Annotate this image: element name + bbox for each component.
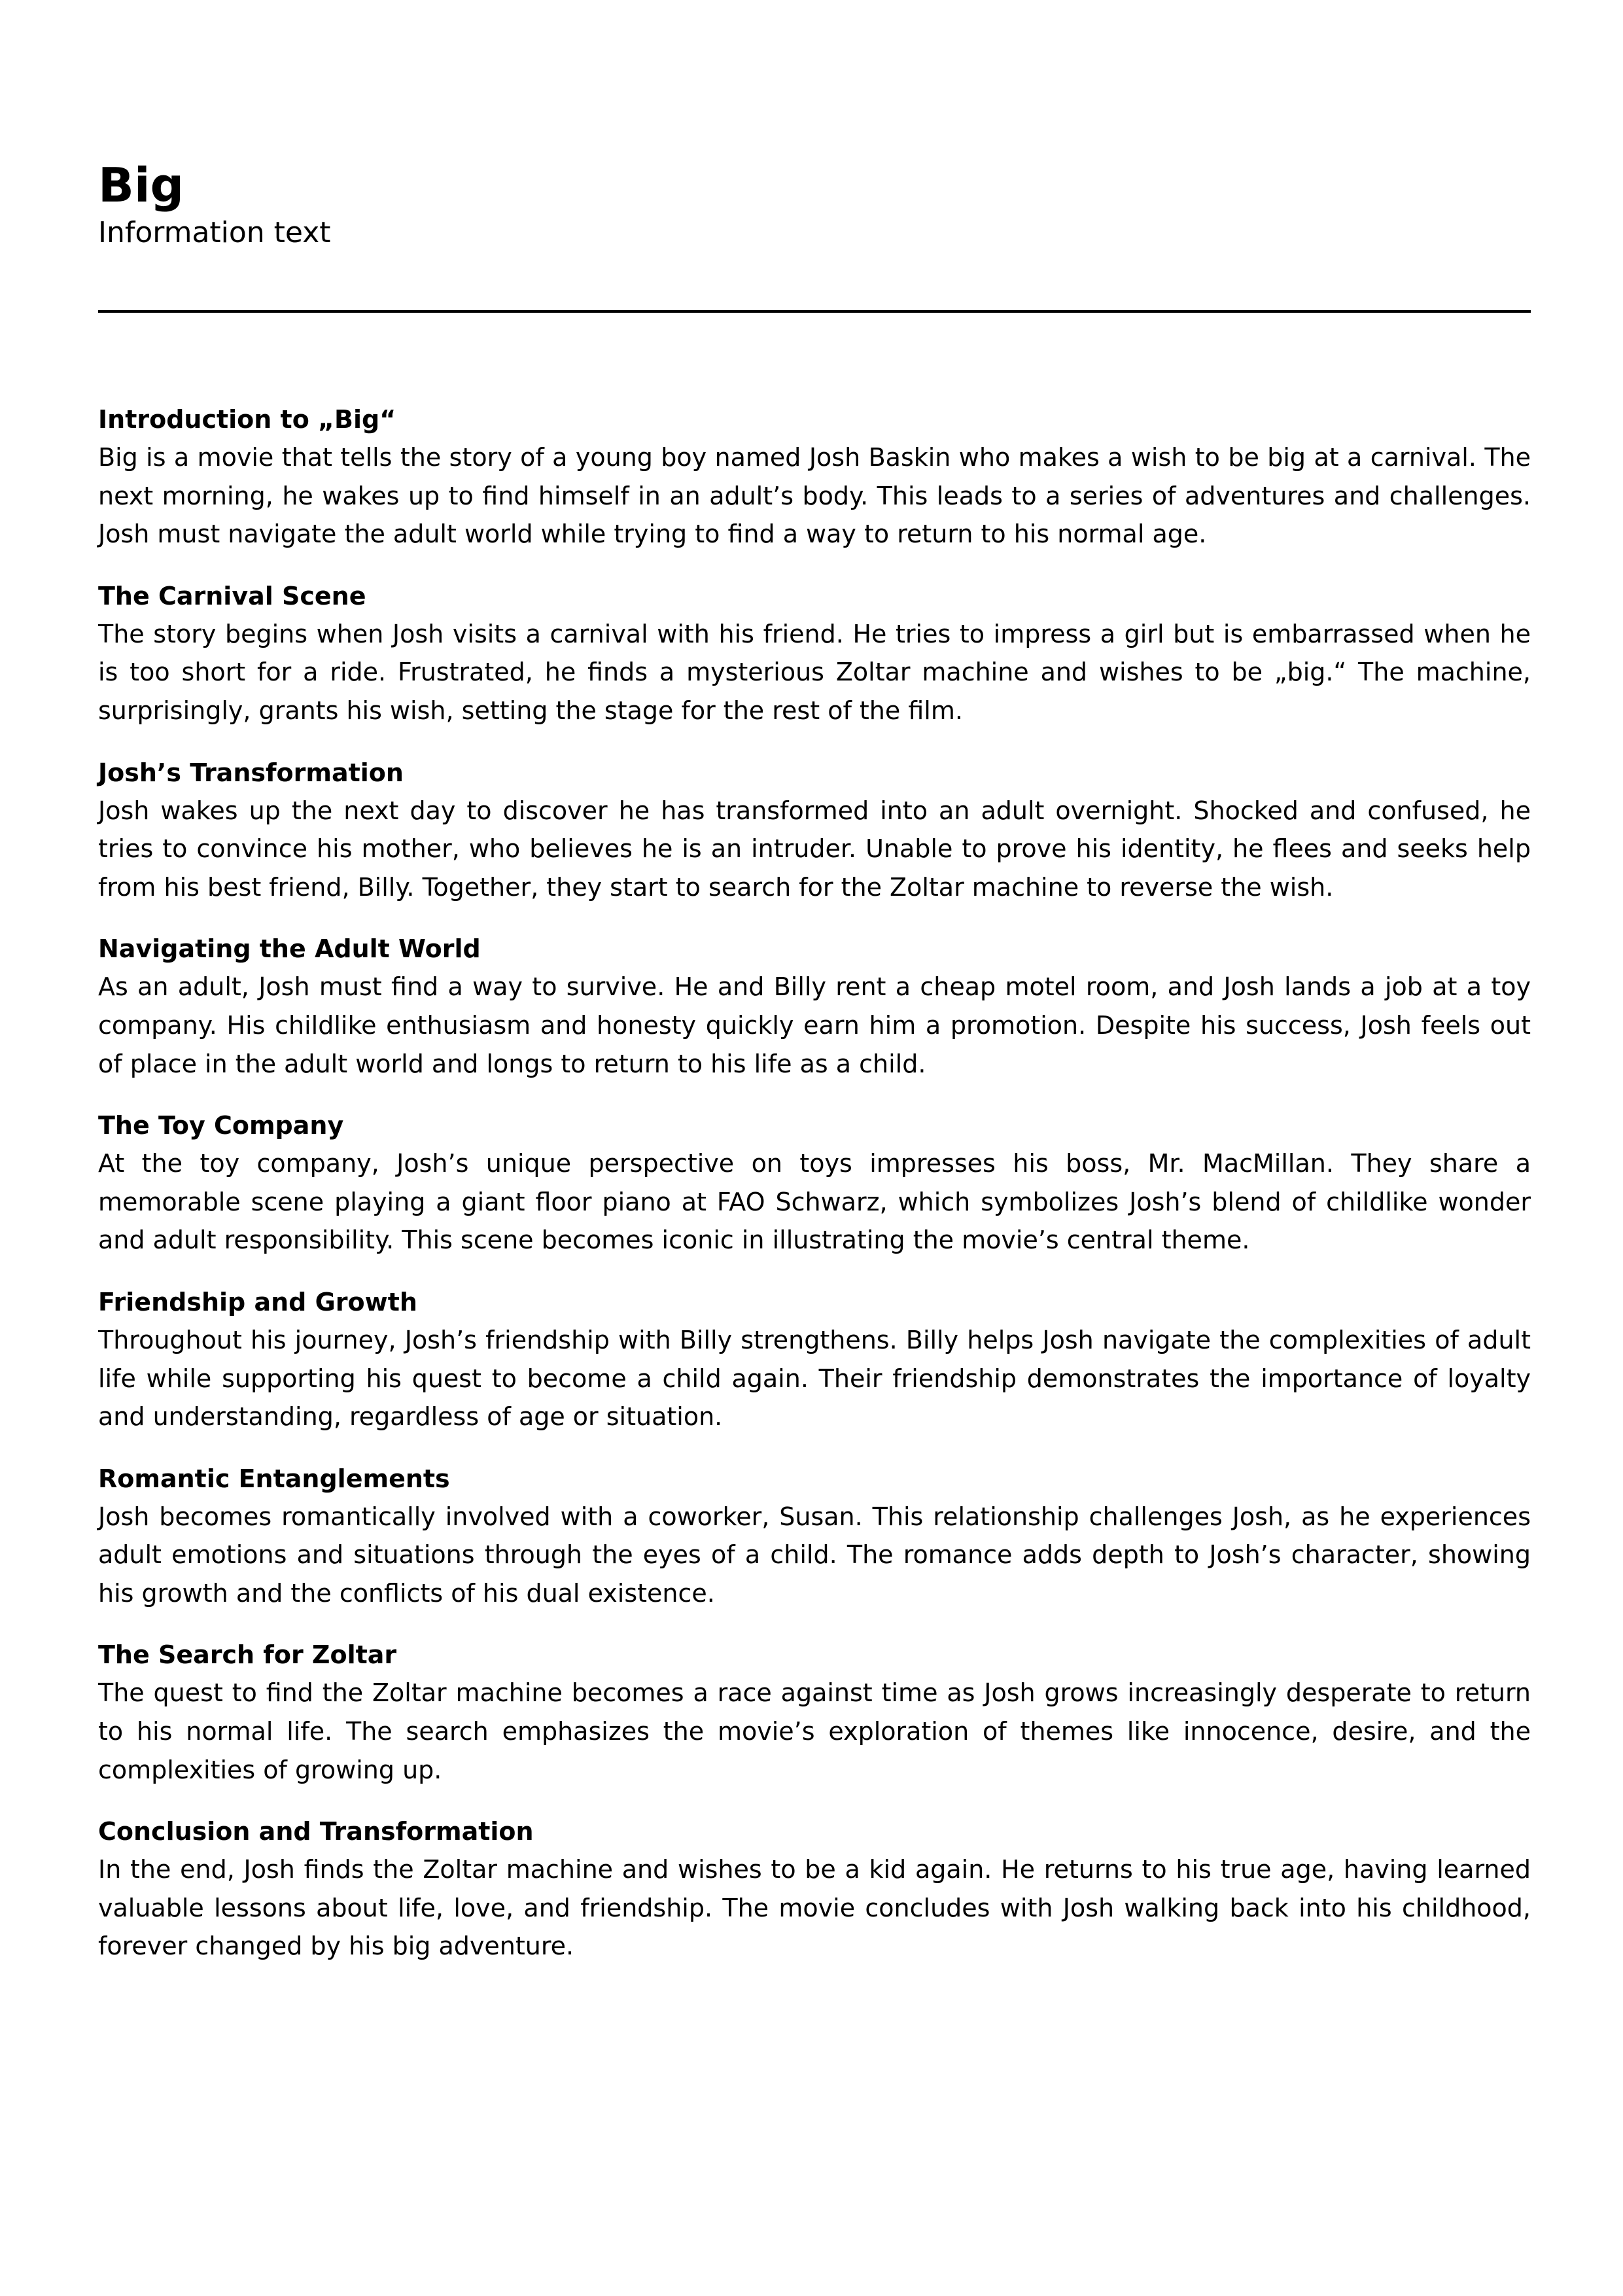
document-body bbox=[98, 400, 1531, 1989]
section-joshs-transformation bbox=[98, 754, 1531, 907]
section-paragraph: Josh wakes up the next day to discover he has transformed into an adult overnight. Shocked and confused, he tries to convince his mother, who believes he is an intruder. Unable to prove his identity, he flees and seeks help from his best friend, Billy. Together, they start to search for the Zoltar machine to reverse the wish. bbox=[98, 796, 1531, 902]
section-heading: The Toy Company bbox=[98, 1111, 344, 1140]
section-paragraph: At the toy company, Josh’s unique perspective on toys impresses his boss, Mr. MacMillan. They share a memorable scene playing a giant floor piano at FAO Schwarz, which symbolizes Josh’s blend of childlike wonder and adult responsibility. This scene becomes iconic in illustrating the movie’s central theme. bbox=[98, 1149, 1531, 1255]
section-paragraph: Big is a movie that tells the story of a young boy named Josh Baskin who makes a wish to be big at a carnival. The next morning, he wakes up to find himself in an adult’s body. This leads to a series of adventures and challenges. Josh must navigate the adult world while trying to find a way to return to his normal age. bbox=[98, 443, 1531, 549]
section-heading: Romantic Entanglements bbox=[98, 1464, 450, 1493]
section-heading: Conclusion and Transformation bbox=[98, 1817, 534, 1846]
section-conclusion bbox=[98, 1812, 1531, 1966]
section-paragraph: Josh becomes romantically involved with a coworker, Susan. This relationship challenges Josh, as he experiences adult emotions and situations through the eyes of a child. The romance adds depth to Josh’s character, showing his growth and the conflicts of his dual existence. bbox=[98, 1502, 1531, 1608]
section-heading: Friendship and Growth bbox=[98, 1287, 417, 1316]
section-search-for-zoltar bbox=[98, 1636, 1531, 1789]
section-heading: The Carnival Scene bbox=[98, 581, 366, 610]
document-title: Big bbox=[98, 158, 184, 213]
section-friendship-growth bbox=[98, 1283, 1531, 1436]
section-paragraph: Throughout his journey, Josh’s friendship with Billy strengthens. Billy helps Josh navigate the complexities of adult life while supporting his quest to become a child again. Their friendship demonstrates the importance of loyalty and understanding, regardless of age or situation. bbox=[98, 1325, 1531, 1432]
document-subtitle: Information text bbox=[98, 216, 331, 249]
section-toy-company bbox=[98, 1106, 1531, 1260]
section-romantic-entanglements bbox=[98, 1460, 1531, 1613]
section-adult-world bbox=[98, 930, 1531, 1083]
section-paragraph: The quest to find the Zoltar machine becomes a race against time as Josh grows increasingly desperate to return to his normal life. The search emphasizes the movie’s exploration of themes like innocence, desire, and the complexities of growing up. bbox=[98, 1678, 1531, 1784]
section-heading: Navigating the Adult World bbox=[98, 934, 481, 964]
section-paragraph: In the end, Josh finds the Zoltar machine and wishes to be a kid again. He returns to his true age, having learned valuable lessons about life, love, and friendship. The movie concludes with Josh walking back into his childhood, forever changed by his big adventure. bbox=[98, 1855, 1531, 1961]
section-heading: Josh’s Transformation bbox=[98, 758, 404, 787]
section-heading: Introduction to „Big“ bbox=[98, 405, 396, 434]
section-paragraph: As an adult, Josh must find a way to survive. He and Billy rent a cheap motel room, and Josh lands a job at a toy company. His childlike enthusiasm and honesty quickly earn him a promotion. Despite his success, Josh feels out of place in the adult world and longs to return to his life as a child. bbox=[98, 972, 1531, 1078]
section-heading: The Search for Zoltar bbox=[98, 1640, 397, 1670]
section-introduction bbox=[98, 400, 1531, 554]
section-paragraph: The story begins when Josh visits a carnival with his friend. He tries to impress a girl but is embarrassed when he is too short for a ride. Frustrated, he finds a mysterious Zoltar machine and wishes to be „big.“ The machine, surprisingly, grants his wish, setting the stage for the rest of the film. bbox=[98, 619, 1531, 725]
section-carnival-scene bbox=[98, 577, 1531, 730]
header-divider bbox=[98, 310, 1531, 313]
